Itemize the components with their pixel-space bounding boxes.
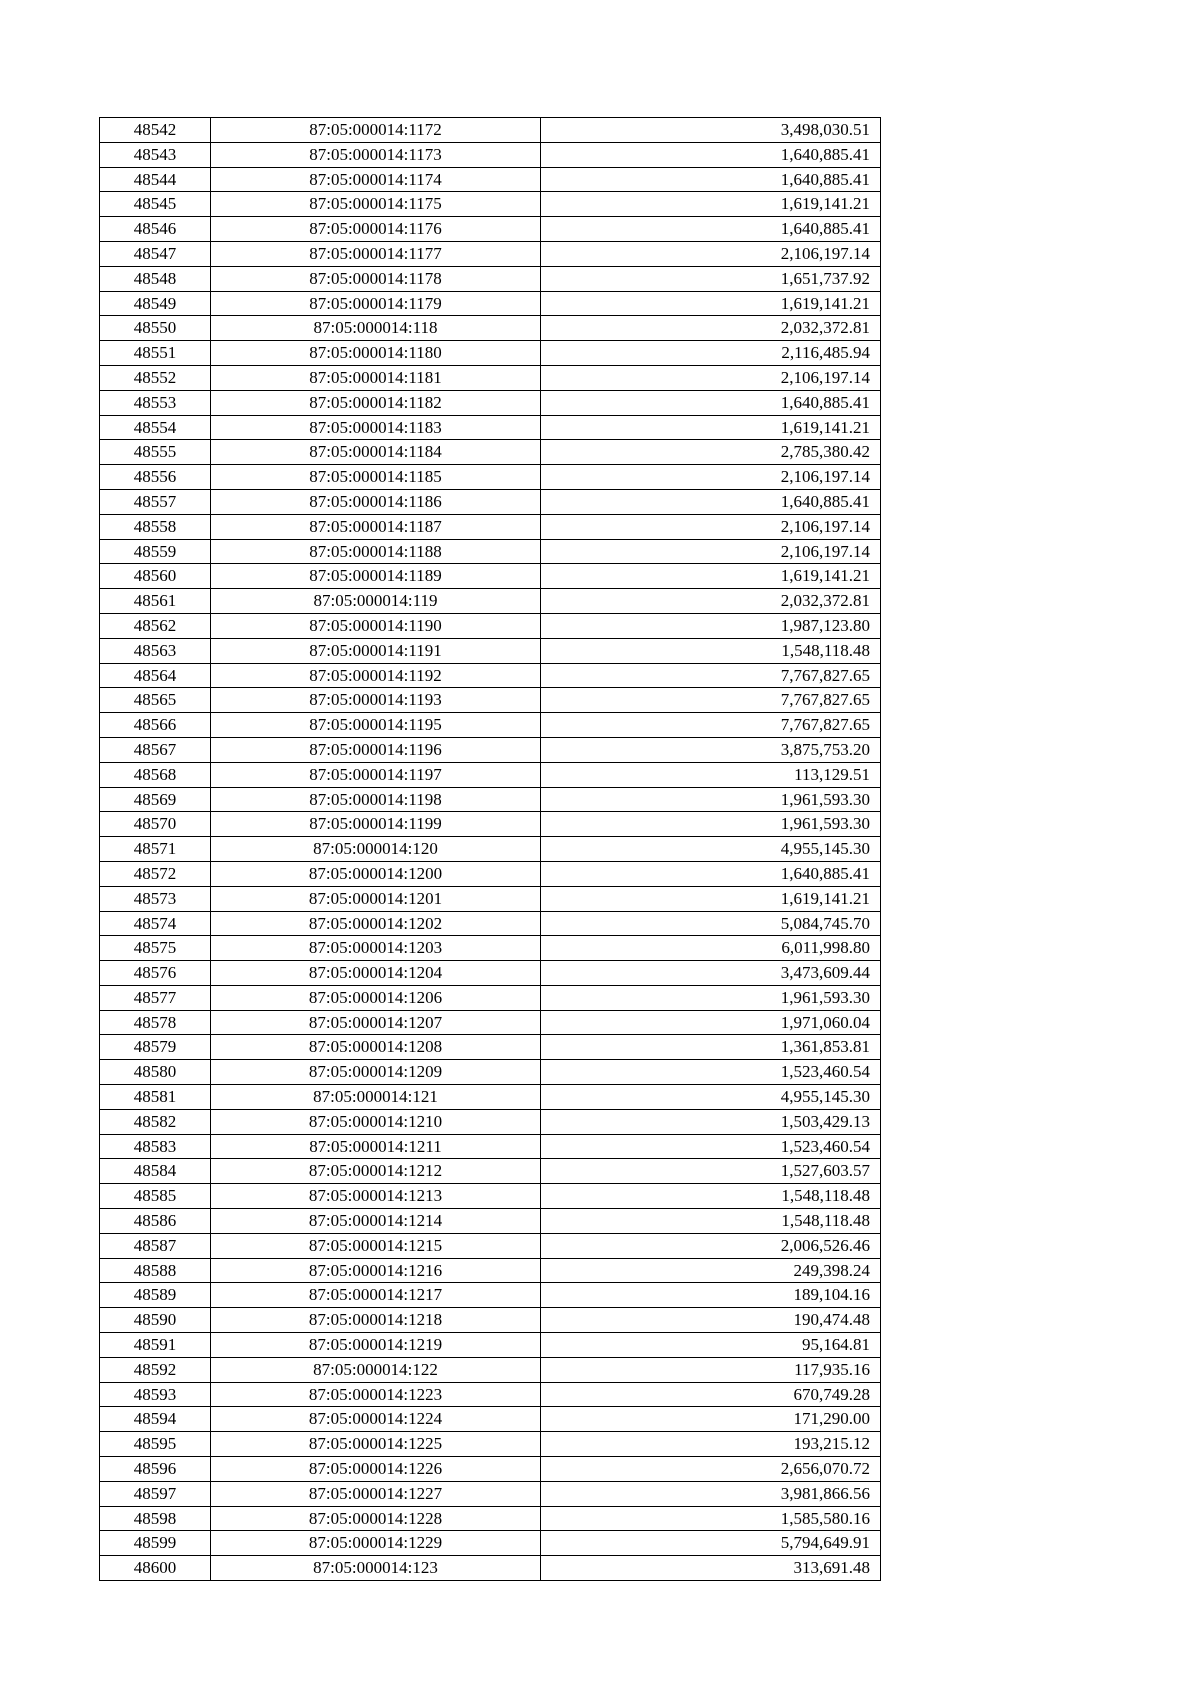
value-cell: 1,961,593.30 (541, 787, 881, 812)
row-number-cell: 48592 (100, 1357, 211, 1382)
table-row (100, 1457, 881, 1482)
value-cell: 1,619,141.21 (541, 291, 881, 316)
table-row (100, 1184, 881, 1209)
table-row (100, 911, 881, 936)
row-number-cell: 48577 (100, 985, 211, 1010)
value-cell: 190,474.48 (541, 1308, 881, 1333)
value-cell: 249,398.24 (541, 1258, 881, 1283)
cadastral-number-cell: 87:05:000014:1178 (211, 266, 541, 291)
table-row (100, 217, 881, 242)
table-row (100, 886, 881, 911)
cadastral-number-cell: 87:05:000014:1207 (211, 1010, 541, 1035)
value-cell: 1,523,460.54 (541, 1134, 881, 1159)
value-cell: 1,640,885.41 (541, 390, 881, 415)
row-number-cell: 48590 (100, 1308, 211, 1333)
cadastral-number-cell: 87:05:000014:1228 (211, 1506, 541, 1531)
cadastral-number-cell: 87:05:000014:1173 (211, 142, 541, 167)
value-cell: 1,361,853.81 (541, 1035, 881, 1060)
cadastral-number-cell: 87:05:000014:1181 (211, 365, 541, 390)
cadastral-number-cell: 87:05:000014:1183 (211, 415, 541, 440)
cadastral-number-cell: 87:05:000014:1188 (211, 539, 541, 564)
table-row (100, 1134, 881, 1159)
row-number-cell: 48571 (100, 837, 211, 862)
row-number-cell: 48563 (100, 638, 211, 663)
value-cell: 1,619,141.21 (541, 886, 881, 911)
table-row (100, 589, 881, 614)
table-row (100, 787, 881, 812)
cadastral-number-cell: 87:05:000014:1223 (211, 1382, 541, 1407)
value-cell: 1,640,885.41 (541, 142, 881, 167)
cadastral-number-cell: 87:05:000014:1174 (211, 167, 541, 192)
value-cell: 7,767,827.65 (541, 713, 881, 738)
row-number-cell: 48560 (100, 564, 211, 589)
table-row (100, 961, 881, 986)
table-row (100, 1159, 881, 1184)
value-cell: 2,116,485.94 (541, 341, 881, 366)
row-number-cell: 48575 (100, 936, 211, 961)
value-cell: 117,935.16 (541, 1357, 881, 1382)
row-number-cell: 48570 (100, 812, 211, 837)
table-body (100, 118, 881, 1581)
table-row (100, 341, 881, 366)
cadastral-number-cell: 87:05:000014:1196 (211, 737, 541, 762)
value-cell: 2,106,197.14 (541, 465, 881, 490)
row-number-cell: 48585 (100, 1184, 211, 1209)
row-number-cell: 48556 (100, 465, 211, 490)
value-cell: 1,523,460.54 (541, 1060, 881, 1085)
table-row (100, 539, 881, 564)
table-row (100, 1085, 881, 1110)
row-number-cell: 48551 (100, 341, 211, 366)
row-number-cell: 48557 (100, 489, 211, 514)
row-number-cell: 48569 (100, 787, 211, 812)
value-cell: 2,032,372.81 (541, 316, 881, 341)
value-cell: 313,691.48 (541, 1556, 881, 1581)
value-cell: 3,498,030.51 (541, 118, 881, 143)
value-cell: 1,585,580.16 (541, 1506, 881, 1531)
value-cell: 1,961,593.30 (541, 812, 881, 837)
value-cell: 1,651,737.92 (541, 266, 881, 291)
row-number-cell: 48579 (100, 1035, 211, 1060)
value-cell: 5,084,745.70 (541, 911, 881, 936)
row-number-cell: 48543 (100, 142, 211, 167)
row-number-cell: 48566 (100, 713, 211, 738)
cadastral-number-cell: 87:05:000014:1202 (211, 911, 541, 936)
cadastral-number-cell: 87:05:000014:1199 (211, 812, 541, 837)
value-cell: 1,619,141.21 (541, 564, 881, 589)
value-cell: 113,129.51 (541, 762, 881, 787)
value-cell: 1,640,885.41 (541, 489, 881, 514)
table-row (100, 1531, 881, 1556)
table-row (100, 1283, 881, 1308)
row-number-cell: 48548 (100, 266, 211, 291)
table-row (100, 1432, 881, 1457)
cadastral-number-cell: 87:05:000014:1186 (211, 489, 541, 514)
row-number-cell: 48586 (100, 1209, 211, 1234)
value-cell: 2,006,526.46 (541, 1233, 881, 1258)
table-row (100, 266, 881, 291)
table-row (100, 1035, 881, 1060)
table-row (100, 1506, 881, 1531)
cadastral-number-cell: 87:05:000014:1184 (211, 440, 541, 465)
cadastral-number-cell: 87:05:000014:1229 (211, 1531, 541, 1556)
value-cell: 1,527,603.57 (541, 1159, 881, 1184)
table-row (100, 465, 881, 490)
cadastral-number-cell: 87:05:000014:1219 (211, 1333, 541, 1358)
cadastral-number-cell: 87:05:000014:121 (211, 1085, 541, 1110)
value-cell: 1,640,885.41 (541, 861, 881, 886)
value-cell: 2,785,380.42 (541, 440, 881, 465)
table-row (100, 812, 881, 837)
table-row (100, 1481, 881, 1506)
table-row (100, 1209, 881, 1234)
table-row (100, 514, 881, 539)
row-number-cell: 48599 (100, 1531, 211, 1556)
cadastral-number-cell: 87:05:000014:1182 (211, 390, 541, 415)
cadastral-number-cell: 87:05:000014:1214 (211, 1209, 541, 1234)
table-row (100, 1060, 881, 1085)
table-row (100, 688, 881, 713)
row-number-cell: 48594 (100, 1407, 211, 1432)
cadastral-number-cell: 87:05:000014:1197 (211, 762, 541, 787)
table-row (100, 415, 881, 440)
table-row (100, 142, 881, 167)
table-row (100, 638, 881, 663)
cadastral-number-cell: 87:05:000014:120 (211, 837, 541, 862)
table-row (100, 390, 881, 415)
table-row (100, 291, 881, 316)
row-number-cell: 48549 (100, 291, 211, 316)
table-row (100, 737, 881, 762)
table-row (100, 489, 881, 514)
row-number-cell: 48598 (100, 1506, 211, 1531)
row-number-cell: 48582 (100, 1109, 211, 1134)
row-number-cell: 48574 (100, 911, 211, 936)
value-cell: 2,106,197.14 (541, 365, 881, 390)
cadastral-number-cell: 87:05:000014:1210 (211, 1109, 541, 1134)
cadastral-number-cell: 87:05:000014:123 (211, 1556, 541, 1581)
row-number-cell: 48600 (100, 1556, 211, 1581)
value-cell: 3,981,866.56 (541, 1481, 881, 1506)
cadastral-number-cell: 87:05:000014:1217 (211, 1283, 541, 1308)
value-cell: 1,548,118.48 (541, 638, 881, 663)
row-number-cell: 48580 (100, 1060, 211, 1085)
cadastral-number-cell: 87:05:000014:1198 (211, 787, 541, 812)
cadastral-number-cell: 87:05:000014:1204 (211, 961, 541, 986)
row-number-cell: 48567 (100, 737, 211, 762)
row-number-cell: 48595 (100, 1432, 211, 1457)
cadastral-number-cell: 87:05:000014:1213 (211, 1184, 541, 1209)
table-row (100, 167, 881, 192)
row-number-cell: 48568 (100, 762, 211, 787)
cadastral-number-cell: 87:05:000014:1192 (211, 663, 541, 688)
table-row (100, 1556, 881, 1581)
table-row (100, 316, 881, 341)
value-cell: 2,106,197.14 (541, 539, 881, 564)
value-cell: 2,032,372.81 (541, 589, 881, 614)
value-cell: 4,955,145.30 (541, 837, 881, 862)
value-cell: 1,640,885.41 (541, 167, 881, 192)
value-cell: 189,104.16 (541, 1283, 881, 1308)
row-number-cell: 48583 (100, 1134, 211, 1159)
table-row (100, 1382, 881, 1407)
cadastral-number-cell: 87:05:000014:1218 (211, 1308, 541, 1333)
row-number-cell: 48588 (100, 1258, 211, 1283)
row-number-cell: 48553 (100, 390, 211, 415)
row-number-cell: 48562 (100, 613, 211, 638)
value-cell: 1,619,141.21 (541, 415, 881, 440)
value-cell: 6,011,998.80 (541, 936, 881, 961)
value-cell: 670,749.28 (541, 1382, 881, 1407)
cadastral-number-cell: 87:05:000014:118 (211, 316, 541, 341)
row-number-cell: 48555 (100, 440, 211, 465)
table-row (100, 1233, 881, 1258)
table-row (100, 440, 881, 465)
row-number-cell: 48559 (100, 539, 211, 564)
cadastral-number-cell: 87:05:000014:1226 (211, 1457, 541, 1482)
table-row (100, 1407, 881, 1432)
row-number-cell: 48561 (100, 589, 211, 614)
row-number-cell: 48597 (100, 1481, 211, 1506)
value-cell: 1,548,118.48 (541, 1184, 881, 1209)
cadastral-number-cell: 87:05:000014:1175 (211, 192, 541, 217)
cadastral-number-cell: 87:05:000014:1212 (211, 1159, 541, 1184)
value-cell: 95,164.81 (541, 1333, 881, 1358)
value-cell: 3,473,609.44 (541, 961, 881, 986)
value-cell: 193,215.12 (541, 1432, 881, 1457)
cadastral-number-cell: 87:05:000014:1179 (211, 291, 541, 316)
cadastral-number-cell: 87:05:000014:1206 (211, 985, 541, 1010)
cadastral-number-cell: 87:05:000014:1180 (211, 341, 541, 366)
cadastral-number-cell: 87:05:000014:1200 (211, 861, 541, 886)
table-row (100, 663, 881, 688)
table-row (100, 564, 881, 589)
table-row (100, 118, 881, 143)
cadastral-number-cell: 87:05:000014:1201 (211, 886, 541, 911)
row-number-cell: 48558 (100, 514, 211, 539)
table-row (100, 1308, 881, 1333)
table-row (100, 936, 881, 961)
value-cell: 1,619,141.21 (541, 192, 881, 217)
cadastral-number-cell: 87:05:000014:1224 (211, 1407, 541, 1432)
row-number-cell: 48578 (100, 1010, 211, 1035)
cadastral-number-cell: 87:05:000014:1193 (211, 688, 541, 713)
table-row (100, 1010, 881, 1035)
table-row (100, 861, 881, 886)
cadastral-number-cell: 87:05:000014:119 (211, 589, 541, 614)
row-number-cell: 48545 (100, 192, 211, 217)
table-row (100, 241, 881, 266)
cadastral-number-cell: 87:05:000014:1176 (211, 217, 541, 242)
cadastral-number-cell: 87:05:000014:1185 (211, 465, 541, 490)
value-cell: 1,987,123.80 (541, 613, 881, 638)
cadastral-number-cell: 87:05:000014:1190 (211, 613, 541, 638)
value-cell: 2,656,070.72 (541, 1457, 881, 1482)
value-cell: 171,290.00 (541, 1407, 881, 1432)
table-row (100, 762, 881, 787)
cadastral-number-cell: 87:05:000014:1227 (211, 1481, 541, 1506)
row-number-cell: 48573 (100, 886, 211, 911)
row-number-cell: 48546 (100, 217, 211, 242)
row-number-cell: 48552 (100, 365, 211, 390)
table-row (100, 837, 881, 862)
row-number-cell: 48572 (100, 861, 211, 886)
row-number-cell: 48550 (100, 316, 211, 341)
row-number-cell: 48587 (100, 1233, 211, 1258)
row-number-cell: 48589 (100, 1283, 211, 1308)
row-number-cell: 48542 (100, 118, 211, 143)
cadastral-number-cell: 87:05:000014:1216 (211, 1258, 541, 1283)
table-row (100, 713, 881, 738)
cadastral-number-cell: 87:05:000014:1187 (211, 514, 541, 539)
value-cell: 1,640,885.41 (541, 217, 881, 242)
row-number-cell: 48564 (100, 663, 211, 688)
value-cell: 2,106,197.14 (541, 241, 881, 266)
row-number-cell: 48593 (100, 1382, 211, 1407)
row-number-cell: 48547 (100, 241, 211, 266)
table-row (100, 1357, 881, 1382)
row-number-cell: 48581 (100, 1085, 211, 1110)
table-row (100, 192, 881, 217)
value-cell: 4,955,145.30 (541, 1085, 881, 1110)
value-cell: 1,971,060.04 (541, 1010, 881, 1035)
cadastral-number-cell: 87:05:000014:1177 (211, 241, 541, 266)
value-cell: 7,767,827.65 (541, 663, 881, 688)
cadastral-number-cell: 87:05:000014:122 (211, 1357, 541, 1382)
cadastral-number-cell: 87:05:000014:1225 (211, 1432, 541, 1457)
table-row (100, 985, 881, 1010)
row-number-cell: 48584 (100, 1159, 211, 1184)
table-row (100, 1258, 881, 1283)
table-row (100, 1109, 881, 1134)
cadastral-number-cell: 87:05:000014:1195 (211, 713, 541, 738)
row-number-cell: 48591 (100, 1333, 211, 1358)
cadastral-number-cell: 87:05:000014:1189 (211, 564, 541, 589)
row-number-cell: 48565 (100, 688, 211, 713)
row-number-cell: 48554 (100, 415, 211, 440)
row-number-cell: 48576 (100, 961, 211, 986)
table-row (100, 1333, 881, 1358)
cadastral-number-cell: 87:05:000014:1215 (211, 1233, 541, 1258)
cadastral-number-cell: 87:05:000014:1172 (211, 118, 541, 143)
value-cell: 2,106,197.14 (541, 514, 881, 539)
value-cell: 5,794,649.91 (541, 1531, 881, 1556)
value-cell: 3,875,753.20 (541, 737, 881, 762)
value-cell: 1,961,593.30 (541, 985, 881, 1010)
cadastral-number-cell: 87:05:000014:1211 (211, 1134, 541, 1159)
table-row (100, 613, 881, 638)
cadastral-number-cell: 87:05:000014:1208 (211, 1035, 541, 1060)
cadastral-number-cell: 87:05:000014:1209 (211, 1060, 541, 1085)
cadastral-number-cell: 87:05:000014:1191 (211, 638, 541, 663)
row-number-cell: 48544 (100, 167, 211, 192)
row-number-cell: 48596 (100, 1457, 211, 1482)
value-cell: 7,767,827.65 (541, 688, 881, 713)
cadastral-value-table (99, 117, 881, 1581)
cadastral-number-cell: 87:05:000014:1203 (211, 936, 541, 961)
value-cell: 1,503,429.13 (541, 1109, 881, 1134)
table-row (100, 365, 881, 390)
value-cell: 1,548,118.48 (541, 1209, 881, 1234)
